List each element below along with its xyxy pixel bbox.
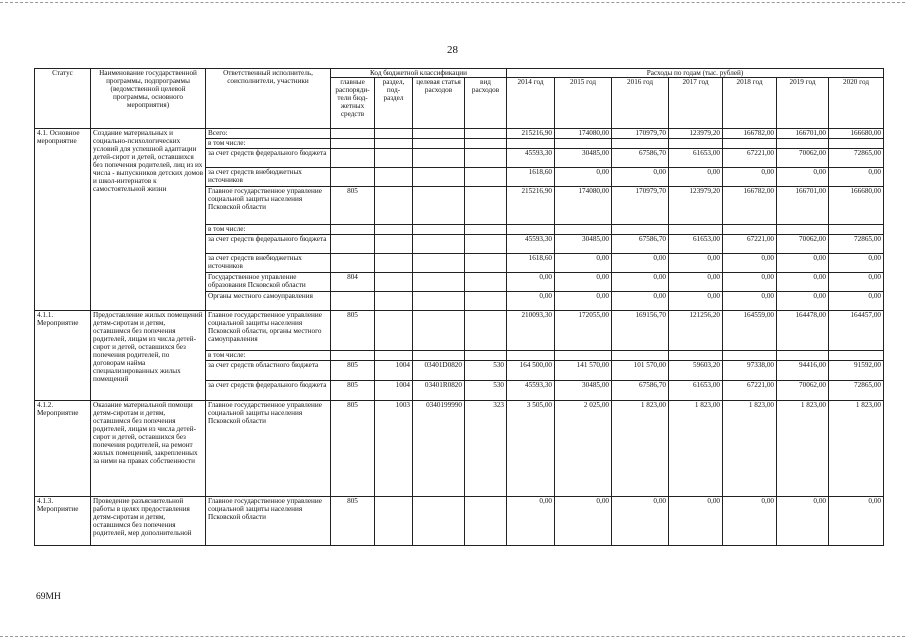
value-cell: 0,00 xyxy=(777,254,829,273)
value-cell xyxy=(612,225,669,235)
section-cell xyxy=(375,235,413,254)
value-cell: 3 505,00 xyxy=(507,401,555,497)
value-cell: 0,00 xyxy=(555,254,612,273)
value-cell: 0,00 xyxy=(723,497,777,546)
value-cell: 91592,00 xyxy=(829,361,884,381)
value-cell: 45593,30 xyxy=(507,381,555,401)
value-cell: 170979,70 xyxy=(612,129,669,139)
value-cell: 215216,90 xyxy=(507,187,555,225)
name-cell: Создание материальных и социально-психологических условий для успешной адаптации детей-сирот и детей, оставшихся без попечения родителей, лиц из их числа - выпускников детских домов и школ-интернатов к самостоятельной жизни xyxy=(91,129,206,311)
executor-cell: в том числе: xyxy=(206,351,331,361)
value-cell: 210093,30 xyxy=(507,311,555,351)
value-cell: 0,00 xyxy=(669,497,723,546)
grbs-cell: 805 xyxy=(331,497,375,546)
type-cell xyxy=(465,168,507,187)
top-edge-line xyxy=(0,2,905,4)
bottom-edge-line xyxy=(0,636,905,638)
value-cell xyxy=(612,351,669,361)
type-cell xyxy=(465,351,507,361)
grbs-cell xyxy=(331,129,375,139)
header-target: целевая статья расходов xyxy=(413,78,465,129)
value-cell xyxy=(829,139,884,149)
header-budget-code: Код бюджетной классификации xyxy=(331,69,507,78)
table-body xyxy=(35,129,884,546)
value-cell xyxy=(669,139,723,149)
target-cell xyxy=(413,497,465,546)
value-cell: 61653,00 xyxy=(669,149,723,168)
header-year: 2018 год xyxy=(723,78,777,129)
type-cell xyxy=(465,497,507,546)
value-cell: 0,00 xyxy=(507,497,555,546)
header-year: 2020 год xyxy=(829,78,884,129)
grbs-cell: 805 xyxy=(331,361,375,381)
value-cell: 67586,70 xyxy=(612,235,669,254)
value-cell: 72865,00 xyxy=(829,149,884,168)
value-cell xyxy=(829,351,884,361)
value-cell: 0,00 xyxy=(829,168,884,187)
grbs-cell xyxy=(331,292,375,311)
value-cell: 170979,70 xyxy=(612,187,669,225)
page-number: 28 xyxy=(447,44,458,56)
header-executor: Ответственный исполнитель, соисполнители, участники xyxy=(206,69,331,129)
target-cell: 03401D0820 xyxy=(413,361,465,381)
executor-cell: Главное государственное управление социальной защиты населения Псковской области xyxy=(206,187,331,225)
type-cell xyxy=(465,254,507,273)
value-cell: 0,00 xyxy=(777,497,829,546)
target-cell xyxy=(413,187,465,225)
value-cell: 0,00 xyxy=(669,168,723,187)
grbs-cell: 805 xyxy=(331,187,375,225)
section-cell xyxy=(375,168,413,187)
type-cell xyxy=(465,273,507,292)
value-cell: 0,00 xyxy=(829,273,884,292)
type-cell xyxy=(465,235,507,254)
value-cell xyxy=(555,351,612,361)
value-cell xyxy=(829,225,884,235)
header-year: 2019 год xyxy=(777,78,829,129)
value-cell: 0,00 xyxy=(829,497,884,546)
section-cell xyxy=(375,311,413,351)
section-cell xyxy=(375,187,413,225)
status-cell: 4.1.1. Мероприятие xyxy=(35,311,91,401)
type-cell: 530 xyxy=(465,381,507,401)
type-cell xyxy=(465,292,507,311)
table-row xyxy=(35,311,884,351)
value-cell: 0,00 xyxy=(669,273,723,292)
value-cell xyxy=(723,351,777,361)
value-cell: 0,00 xyxy=(507,292,555,311)
section-cell: 1003 xyxy=(375,401,413,497)
value-cell: 1618,60 xyxy=(507,254,555,273)
value-cell: 172055,00 xyxy=(555,311,612,351)
header-section: раздел, под-раздел xyxy=(375,78,413,129)
value-cell: 0,00 xyxy=(777,292,829,311)
value-cell: 59603,20 xyxy=(669,361,723,381)
value-cell: 166680,00 xyxy=(829,187,884,225)
status-cell: 4.1.2. Мероприятие xyxy=(35,401,91,497)
grbs-cell xyxy=(331,168,375,187)
section-cell xyxy=(375,129,413,139)
status-cell: 4.1.3. Мероприятие xyxy=(35,497,91,546)
value-cell: 166782,00 xyxy=(723,129,777,139)
grbs-cell xyxy=(331,139,375,149)
type-cell xyxy=(465,149,507,168)
target-cell: 03401R0820 xyxy=(413,381,465,401)
type-cell xyxy=(465,311,507,351)
section-cell xyxy=(375,225,413,235)
value-cell: 0,00 xyxy=(612,273,669,292)
value-cell: 30485,00 xyxy=(555,381,612,401)
budget-table xyxy=(34,68,884,546)
value-cell: 2 025,00 xyxy=(555,401,612,497)
value-cell: 0,00 xyxy=(555,497,612,546)
value-cell: 1618,60 xyxy=(507,168,555,187)
executor-cell: за счет средств областного бюджета xyxy=(206,361,331,381)
target-cell xyxy=(413,149,465,168)
grbs-cell xyxy=(331,254,375,273)
value-cell: 0,00 xyxy=(612,168,669,187)
section-cell xyxy=(375,149,413,168)
value-cell: 166782,00 xyxy=(723,187,777,225)
target-cell xyxy=(413,168,465,187)
value-cell: 67221,00 xyxy=(723,381,777,401)
header-year: 2016 год xyxy=(612,78,669,129)
value-cell: 1 823,00 xyxy=(777,401,829,497)
section-cell: 1004 xyxy=(375,381,413,401)
value-cell: 70062,00 xyxy=(777,235,829,254)
value-cell xyxy=(777,351,829,361)
header-year: 2015 год xyxy=(555,78,612,129)
value-cell: 70062,00 xyxy=(777,149,829,168)
value-cell xyxy=(777,225,829,235)
header-name: Наименование государственной программы, подпрограммы (ведомственной целевой программы, основного мероприятия) xyxy=(91,69,206,129)
value-cell: 166680,00 xyxy=(829,129,884,139)
header-year: 2014 год xyxy=(507,78,555,129)
target-cell xyxy=(413,129,465,139)
value-cell: 123979,20 xyxy=(669,187,723,225)
value-cell: 1 823,00 xyxy=(612,401,669,497)
value-cell: 0,00 xyxy=(555,292,612,311)
value-cell: 30485,00 xyxy=(555,149,612,168)
section-cell xyxy=(375,139,413,149)
status-cell: 4.1. Основное мероприятие xyxy=(35,129,91,311)
executor-cell: в том числе: xyxy=(206,139,331,149)
grbs-cell: 805 xyxy=(331,401,375,497)
value-cell: 121256,20 xyxy=(669,311,723,351)
table-header xyxy=(35,69,884,129)
value-cell: 215216,90 xyxy=(507,129,555,139)
table-row xyxy=(35,401,884,497)
value-cell xyxy=(723,225,777,235)
value-cell xyxy=(612,139,669,149)
executor-cell: в том числе: xyxy=(206,225,331,235)
executor-cell: за счет средств внебюджетных источников xyxy=(206,168,331,187)
executor-cell: за счет средств федерального бюджета xyxy=(206,381,331,401)
footer-code: 69МН xyxy=(36,592,61,602)
value-cell: 0,00 xyxy=(612,254,669,273)
type-cell: 530 xyxy=(465,361,507,381)
target-cell xyxy=(413,235,465,254)
value-cell: 94416,00 xyxy=(777,361,829,381)
value-cell xyxy=(669,351,723,361)
grbs-cell xyxy=(331,351,375,361)
header-grbs: главные распоряди-тели бюд-жетных средств xyxy=(331,78,375,129)
header-status: Статус xyxy=(35,69,91,129)
value-cell: 45593,30 xyxy=(507,149,555,168)
value-cell: 61653,00 xyxy=(669,381,723,401)
executor-cell: Главное государственное управление социальной защиты населения Псковской области, органы местного самоуправления xyxy=(206,311,331,351)
section-cell: 1004 xyxy=(375,361,413,381)
value-cell xyxy=(507,225,555,235)
executor-cell: Всего: xyxy=(206,129,331,139)
value-cell: 0,00 xyxy=(669,254,723,273)
value-cell xyxy=(507,139,555,149)
value-cell: 164559,00 xyxy=(723,311,777,351)
target-cell xyxy=(413,273,465,292)
value-cell: 0,00 xyxy=(612,497,669,546)
header-expenses: Расходы по годам (тыс. рублей) xyxy=(507,69,884,78)
value-cell: 0,00 xyxy=(723,254,777,273)
value-cell: 45593,30 xyxy=(507,235,555,254)
value-cell xyxy=(555,139,612,149)
value-cell: 0,00 xyxy=(777,168,829,187)
target-cell xyxy=(413,311,465,351)
value-cell: 166701,00 xyxy=(777,187,829,225)
target-cell xyxy=(413,292,465,311)
header-type: вид расходов xyxy=(465,78,507,129)
name-cell: Предоставление жилых помещений детям-сиротам и детям, оставшимся без попечения родителей, лицам из числа детей-сирот и детей, оставшихся без попечения родителей, по договорам найма специализированных жилых помещений xyxy=(91,311,206,401)
value-cell: 123979,20 xyxy=(669,129,723,139)
grbs-cell: 805 xyxy=(331,381,375,401)
target-cell: 0340199990 xyxy=(413,401,465,497)
section-cell xyxy=(375,273,413,292)
value-cell: 67586,70 xyxy=(612,149,669,168)
value-cell: 1 823,00 xyxy=(723,401,777,497)
grbs-cell xyxy=(331,225,375,235)
executor-cell: за счет средств федерального бюджета xyxy=(206,149,331,168)
value-cell: 0,00 xyxy=(829,292,884,311)
type-cell xyxy=(465,139,507,149)
table-row xyxy=(35,497,884,546)
value-cell: 72865,00 xyxy=(829,381,884,401)
value-cell: 166701,00 xyxy=(777,129,829,139)
value-cell: 164 500,00 xyxy=(507,361,555,381)
value-cell: 1 823,00 xyxy=(669,401,723,497)
name-cell: Проведение разъяснительной работы в целях предоставления детям-сиротам и детям, оставшимся без попечения родителей, мер дополнительной xyxy=(91,497,206,546)
value-cell xyxy=(555,225,612,235)
value-cell: 0,00 xyxy=(555,168,612,187)
value-cell: 0,00 xyxy=(612,292,669,311)
executor-cell: Государственное управление образования Псковской области xyxy=(206,273,331,292)
type-cell: 323 xyxy=(465,401,507,497)
value-cell xyxy=(669,225,723,235)
value-cell xyxy=(777,139,829,149)
executor-cell: Главное государственное управление социальной защиты населения Псковской области xyxy=(206,401,331,497)
value-cell: 67221,00 xyxy=(723,149,777,168)
name-cell: Оказание материальной помощи детям-сиротам и детям, оставшимся без попечения родителей, лицам из числа детей-сирот и детей, оставшихся без попечения родителей, на ремонт жилых помещений, закрепленных за ними на правах собственности xyxy=(91,401,206,497)
section-cell xyxy=(375,254,413,273)
target-cell xyxy=(413,254,465,273)
section-cell xyxy=(375,292,413,311)
grbs-cell: 804 xyxy=(331,273,375,292)
value-cell: 70062,00 xyxy=(777,381,829,401)
value-cell: 0,00 xyxy=(507,273,555,292)
value-cell xyxy=(723,139,777,149)
value-cell: 97338,00 xyxy=(723,361,777,381)
type-cell xyxy=(465,187,507,225)
value-cell: 72865,00 xyxy=(829,235,884,254)
value-cell: 67586,70 xyxy=(612,381,669,401)
executor-cell: Органы местного самоуправления xyxy=(206,292,331,311)
value-cell: 0,00 xyxy=(777,273,829,292)
value-cell: 141 570,00 xyxy=(555,361,612,381)
value-cell: 0,00 xyxy=(555,273,612,292)
value-cell: 164478,00 xyxy=(777,311,829,351)
section-cell xyxy=(375,351,413,361)
target-cell xyxy=(413,139,465,149)
table-row xyxy=(35,129,884,139)
value-cell xyxy=(507,351,555,361)
executor-cell: за счет средств внебюджетных источников xyxy=(206,254,331,273)
header-year: 2017 год xyxy=(669,78,723,129)
value-cell: 0,00 xyxy=(669,292,723,311)
header-row xyxy=(35,69,884,78)
type-cell xyxy=(465,225,507,235)
grbs-cell xyxy=(331,149,375,168)
executor-cell: Главное государственное управление социальной защиты населения Псковской области xyxy=(206,497,331,546)
value-cell: 164457,00 xyxy=(829,311,884,351)
target-cell xyxy=(413,351,465,361)
value-cell: 61653,00 xyxy=(669,235,723,254)
value-cell: 101 570,00 xyxy=(612,361,669,381)
grbs-cell: 805 xyxy=(331,311,375,351)
value-cell: 0,00 xyxy=(723,168,777,187)
value-cell: 0,00 xyxy=(723,273,777,292)
section-cell xyxy=(375,497,413,546)
value-cell: 174080,00 xyxy=(555,129,612,139)
value-cell: 0,00 xyxy=(829,254,884,273)
value-cell: 30485,00 xyxy=(555,235,612,254)
executor-cell: за счет средств федерального бюджета xyxy=(206,235,331,254)
type-cell xyxy=(465,129,507,139)
value-cell: 1 823,00 xyxy=(829,401,884,497)
grbs-cell xyxy=(331,235,375,254)
value-cell: 67221,00 xyxy=(723,235,777,254)
value-cell: 0,00 xyxy=(723,292,777,311)
value-cell: 169156,70 xyxy=(612,311,669,351)
target-cell xyxy=(413,225,465,235)
value-cell: 174080,00 xyxy=(555,187,612,225)
